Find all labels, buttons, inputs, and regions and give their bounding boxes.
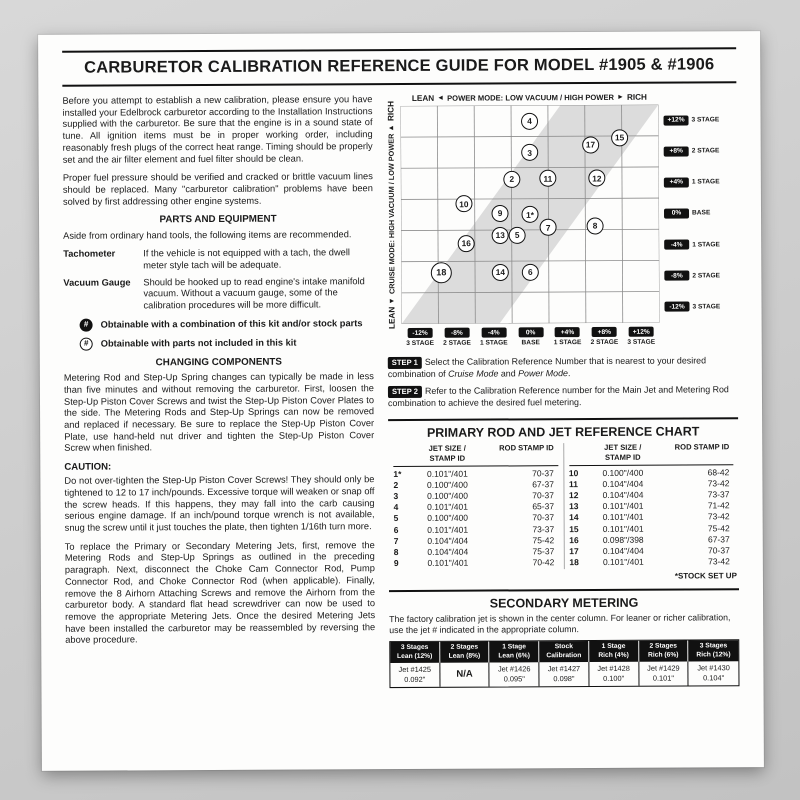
primary-table-row bbox=[393, 490, 558, 502]
row-number: 1* bbox=[393, 468, 402, 479]
primary-table-row bbox=[569, 478, 734, 490]
intro-paragraph-2: Proper fuel pressure should be verified and cracked or brittle vacuum lines should be replaced. Many "carburetor calibration" problems have been solved by first addressing other engine systems. bbox=[62, 171, 373, 207]
secondary-column-header: 1 Stage Rich (4%) bbox=[589, 641, 639, 663]
jet-size-stamp-id: 0.104"/404 bbox=[602, 478, 644, 489]
primary-table-row bbox=[569, 512, 734, 524]
row-number: 14 bbox=[569, 512, 579, 523]
left-column bbox=[62, 94, 375, 690]
filled-circle-icon: # bbox=[80, 319, 93, 332]
chart-point-16: 16 bbox=[458, 235, 475, 252]
row-stage-label: 1 STAGE bbox=[692, 240, 720, 249]
rod-stamp-id: 65-37 bbox=[532, 501, 555, 512]
chart-col-label bbox=[623, 327, 660, 346]
cruise-lean-label: LEAN bbox=[387, 307, 397, 330]
row-number: 9 bbox=[393, 558, 399, 569]
cruise-mode-axis bbox=[386, 100, 401, 330]
row-number: 15 bbox=[569, 523, 579, 534]
primary-table-right-half bbox=[563, 442, 739, 569]
changing-components-heading: CHANGING COMPONENTS bbox=[155, 356, 282, 369]
secondary-table-column bbox=[639, 641, 689, 687]
row-number: 18 bbox=[569, 557, 579, 568]
arrow-down-icon: ◄ bbox=[388, 297, 396, 305]
primary-header-jet-left: JET SIZE / STAMP ID bbox=[428, 443, 466, 463]
chart-row-label bbox=[664, 167, 720, 198]
tachometer-term: Tachometer bbox=[63, 248, 116, 260]
step-1 bbox=[388, 355, 738, 381]
secondary-table-column bbox=[490, 641, 540, 687]
secondary-metering-description: The factory calibration jet is shown in the center column. For leaner or richer calibration, use the jet # indicated in the appropriate column. bbox=[389, 611, 731, 635]
chart-col-label bbox=[438, 328, 475, 347]
chart-point-4: 4 bbox=[521, 113, 538, 130]
jet-size-stamp-id: 0.101"/401 bbox=[427, 501, 469, 513]
jet-size-stamp-id: 0.101"/401 bbox=[602, 512, 644, 523]
col-stage-label: 1 STAGE bbox=[553, 339, 582, 347]
row-percent-tag: -8% bbox=[664, 271, 689, 281]
step-2-text: Refer to the Calibration Reference number for the Main Jet and Metering Rod combination to achieve the desired fuel metering. bbox=[387, 384, 729, 408]
rod-stamp-id: 73-37 bbox=[707, 489, 730, 500]
rod-stamp-id: 71-42 bbox=[707, 500, 730, 511]
secondary-metering-heading: SECONDARY METERING bbox=[389, 588, 739, 611]
jet-size-stamp-id: 0.104"/404 bbox=[427, 546, 469, 557]
chart-col-label bbox=[475, 327, 512, 346]
step-1-badge: STEP 1 bbox=[388, 357, 422, 369]
row-number: 3 bbox=[393, 491, 399, 502]
jet-replacement-paragraph: To replace the Primary or Secondary Metering Jets, first, remove the Metering Rods and Step-Up Springs as outlined in the preceding paragraph. Next, disconnect the Choke Cam Connector Rod, Pump Connector Rod, and Choke Connector Rod (when applicable). Finally, remove the 8 Airhorn Attaching Screws and remove the Airhorn from the carburetor body. A standard flat head screwdriver can now be used to remove the appropriate Metering Jets. Once the desired Metering Jets have been installed the carburetor may be reassembled by reversing the above procedure. bbox=[64, 539, 376, 646]
jet-size-stamp-id: 0.100"/400 bbox=[602, 467, 644, 478]
col-stage-label: BASE bbox=[521, 339, 540, 347]
primary-table-row bbox=[569, 467, 734, 479]
chart-plot bbox=[400, 105, 659, 324]
chart-row-label bbox=[664, 260, 720, 291]
legend-item-kit-parts bbox=[80, 317, 374, 332]
primary-table-row bbox=[569, 523, 734, 535]
secondary-table-column bbox=[390, 642, 440, 688]
secondary-column-header: Stock Calibration bbox=[539, 641, 589, 663]
rod-stamp-id: 70-37 bbox=[532, 490, 555, 501]
legend-non-kit-parts-text: Obtainable with parts not included in this kit bbox=[100, 337, 297, 349]
primary-table-row bbox=[393, 468, 558, 480]
rod-stamp-id: 67-37 bbox=[532, 478, 554, 490]
right-column bbox=[386, 92, 739, 688]
primary-table-row bbox=[394, 535, 559, 547]
chart-point-10: 10 bbox=[455, 195, 472, 212]
vacuum-gauge-item bbox=[63, 276, 373, 313]
content-columns bbox=[62, 92, 739, 690]
page-title: CARBURETOR CALIBRATION REFERENCE GUIDE FOR MODEL #1905 & #1906 bbox=[84, 55, 715, 77]
col-stage-label: 2 STAGE bbox=[443, 339, 471, 347]
secondary-column-header: 2 Stages Rich (6%) bbox=[639, 641, 689, 663]
step-2 bbox=[388, 384, 738, 410]
row-number: 16 bbox=[569, 534, 579, 545]
secondary-column-header: 1 Stage Lean (6%) bbox=[490, 641, 540, 663]
chart-point-15: 15 bbox=[611, 129, 628, 146]
caution-paragraph: Do not over-tighten the Step-Up Piston Cover Screws! They should only be tightened to 12 to 17 inch/pounds. Excessive torque will weaken or snap off the screw heads. If this happens, they may fall into the carb causing serious engine damage. If an inch/pound torque wrench is not available, snug the screw until it just touches the plate, then tighten 1/16th turn more. bbox=[64, 474, 375, 533]
jet-size-stamp-id: 0.101"/401 bbox=[426, 468, 468, 479]
chart-row-label bbox=[663, 104, 719, 135]
row-number: 4 bbox=[393, 502, 399, 513]
col-stage-label: 3 STAGE bbox=[627, 338, 656, 346]
row-number: 12 bbox=[568, 490, 579, 501]
col-percent-tag: +4% bbox=[555, 327, 580, 337]
row-percent-tag: -4% bbox=[664, 240, 689, 250]
secondary-table-column bbox=[589, 641, 639, 687]
row-percent-tag: +8% bbox=[664, 146, 689, 156]
step-1-power-mode: Power Mode bbox=[518, 368, 568, 379]
power-mode-axis bbox=[400, 93, 658, 103]
caution-heading: CAUTION: bbox=[64, 461, 112, 473]
power-rich-label: RICH bbox=[626, 92, 647, 102]
rod-stamp-id: 70-42 bbox=[532, 557, 555, 568]
title-block bbox=[62, 47, 736, 87]
rod-stamp-id: 75-37 bbox=[532, 546, 555, 557]
col-stage-label: 1 STAGE bbox=[479, 339, 508, 347]
rod-stamp-id: 75-42 bbox=[532, 535, 555, 546]
primary-header-jet-right: JET SIZE / STAMP ID bbox=[604, 442, 642, 462]
step-1-cruise-mode: Cruise Mode bbox=[448, 368, 499, 379]
calibration-chart bbox=[386, 92, 737, 347]
col-percent-tag: -12% bbox=[408, 328, 433, 338]
chart-col-labels bbox=[402, 327, 660, 347]
chart-point-7: 7 bbox=[540, 219, 557, 236]
col-stage-label: 3 STAGE bbox=[406, 339, 435, 347]
primary-table-row bbox=[569, 500, 734, 512]
step-1-text-post: . bbox=[567, 368, 571, 379]
row-stage-label: BASE bbox=[692, 209, 711, 217]
arrow-left-icon: ◄ bbox=[437, 94, 445, 102]
legend-kit-parts-text: Obtainable with a combination of this kit and/or stock parts bbox=[100, 317, 363, 330]
rod-stamp-id: 70-37 bbox=[708, 545, 730, 556]
row-number: 8 bbox=[393, 547, 399, 558]
row-number: 11 bbox=[568, 478, 578, 489]
col-stage-label: 2 STAGE bbox=[590, 338, 619, 347]
primary-chart-heading: PRIMARY ROD AND JET REFERENCE CHART bbox=[388, 417, 738, 440]
row-stage-label: 2 STAGE bbox=[691, 147, 720, 155]
secondary-table-column bbox=[539, 641, 589, 687]
jet-size-stamp-id: 0.100"/400 bbox=[427, 513, 469, 524]
legend-item-non-kit-parts bbox=[80, 336, 374, 351]
col-percent-tag: +8% bbox=[592, 327, 617, 337]
jet-size-stamp-id: 0.101"/401 bbox=[602, 557, 644, 568]
rod-stamp-id: 67-37 bbox=[707, 534, 730, 545]
secondary-column-header: 2 Stages Lean (8%) bbox=[440, 642, 490, 664]
primary-table-row bbox=[394, 513, 559, 525]
chart-point-9: 9 bbox=[492, 205, 509, 222]
rod-stamp-id: 68-42 bbox=[707, 466, 730, 477]
chart-col-label bbox=[512, 327, 549, 346]
rod-stamp-id: 70-37 bbox=[532, 467, 554, 478]
row-stage-label: 3 STAGE bbox=[692, 303, 721, 311]
step-2-badge: STEP 2 bbox=[388, 386, 422, 398]
primary-table-left-body bbox=[393, 468, 558, 570]
cruise-mode-axis-inner bbox=[386, 100, 397, 330]
primary-table-row bbox=[569, 534, 734, 546]
secondary-column-value: Jet #1430 0.104" bbox=[697, 663, 730, 683]
row-number: 17 bbox=[569, 546, 579, 557]
col-percent-tag: -4% bbox=[481, 327, 506, 337]
chart-row-label bbox=[664, 135, 720, 166]
secondary-column-value: Jet #1429 0.101" bbox=[639, 662, 689, 686]
steps bbox=[388, 355, 738, 409]
primary-table-row bbox=[569, 489, 734, 501]
chart-point-13: 13 bbox=[492, 227, 509, 244]
power-mode-axis-label: POWER MODE: LOW VACUUM / HIGH POWER bbox=[447, 92, 615, 103]
row-number: 2 bbox=[393, 479, 399, 490]
jet-size-stamp-id: 0.100"/400 bbox=[426, 479, 468, 490]
primary-table-right-body bbox=[569, 467, 734, 569]
col-percent-tag: 0% bbox=[518, 327, 543, 337]
row-number: 7 bbox=[393, 535, 399, 546]
chart-point-12: 12 bbox=[588, 169, 605, 186]
chart-row-label bbox=[664, 229, 720, 260]
row-percent-tag: 0% bbox=[664, 208, 689, 218]
primary-chart-table bbox=[388, 442, 739, 570]
outline-circle-icon: # bbox=[80, 338, 93, 351]
rod-stamp-id: 73-42 bbox=[707, 511, 730, 522]
secondary-column-header: 3 Stages Rich (12%) bbox=[689, 640, 739, 662]
jet-size-stamp-id: 0.104"/404 bbox=[602, 489, 644, 500]
vacuum-gauge-term: Vacuum Gauge bbox=[63, 277, 131, 288]
arrow-right-icon: ► bbox=[616, 93, 624, 101]
row-percent-tag: -12% bbox=[664, 302, 689, 312]
primary-table-left-half bbox=[388, 443, 563, 570]
jet-size-stamp-id: 0.101"/401 bbox=[427, 557, 469, 569]
chart-row-labels bbox=[658, 104, 720, 322]
chart-point-2: 2 bbox=[503, 171, 520, 188]
chart-point-11: 11 bbox=[539, 170, 556, 187]
jet-size-stamp-id: 0.104"/404 bbox=[602, 545, 644, 557]
row-number: 13 bbox=[569, 501, 579, 512]
jet-size-stamp-id: 0.101"/401 bbox=[602, 500, 644, 512]
intro-paragraph-1: Before you attempt to establish a new calibration, please ensure you have installed your Edelbrock carburetor according to the Installation Instructions supplied with the carburetor. Be sure that the engine is in a sound state of tune. All ignition items must be in proper working order, including reasonably fresh plugs of the correct heat range. Timing should be properly set and the air filter element and fuel filter should be clean. bbox=[62, 94, 373, 165]
power-lean-label: LEAN bbox=[411, 93, 435, 103]
rod-stamp-id: 73-42 bbox=[707, 478, 730, 489]
secondary-column-header: 3 Stages Lean (12%) bbox=[390, 642, 440, 664]
jet-size-stamp-id: 0.104"/404 bbox=[427, 535, 469, 546]
row-number: 6 bbox=[393, 524, 399, 535]
jet-size-stamp-id: 0.101"/401 bbox=[602, 523, 644, 534]
primary-table-row bbox=[394, 546, 559, 558]
chart-point-5: 5 bbox=[509, 227, 526, 244]
chart-point-18: 18 bbox=[431, 262, 452, 283]
primary-header-rod-right: ROD STAMP ID bbox=[674, 441, 730, 452]
vacuum-gauge-description: Should be hooked up to read engine's intake manifold vacuum. Without a vacuum gauge, some of the calibration procedures will be more difficult. bbox=[143, 275, 365, 311]
secondary-table-column bbox=[689, 640, 739, 686]
tachometer-item bbox=[63, 248, 373, 273]
secondary-column-value: Jet #1428 0.100" bbox=[589, 662, 639, 686]
row-percent-tag: +12% bbox=[664, 115, 689, 125]
jet-size-stamp-id: 0.098"/398 bbox=[602, 534, 644, 545]
row-number: 10 bbox=[568, 467, 579, 478]
parts-equipment-intro: Aside from ordinary hand tools, the following items are recommended. bbox=[63, 228, 352, 241]
chart-col-label bbox=[586, 327, 623, 346]
instruction-sheet bbox=[38, 31, 764, 771]
cruise-rich-label: RICH bbox=[386, 100, 396, 121]
chart-point-14: 14 bbox=[492, 264, 509, 281]
chart-point-6: 6 bbox=[522, 264, 539, 281]
chart-point-1: 1* bbox=[521, 206, 538, 223]
col-percent-tag: -8% bbox=[444, 328, 469, 338]
changing-components-paragraph: Metering Rod and Step-Up Spring changes can typically be made in less than five minutes and without removing the carburetor. First, loosen the Step-Up Piston Cover Screws and twist the Step-Up Piston Cover Plates to the side. The Metering Rods and Step-Up Springs can now be removed and replaced if necessary. Be sure to replace the Step-Up Piston Cover Plate, use hand-held nut driver and tighten the Step-Up Piston Cover Screw when finished. bbox=[63, 371, 375, 454]
secondary-column-value: N/A bbox=[440, 663, 490, 687]
chart-col-label bbox=[402, 328, 439, 347]
row-number: 5 bbox=[393, 513, 399, 524]
row-stage-label: 3 STAGE bbox=[691, 116, 720, 124]
primary-table-row bbox=[569, 557, 734, 569]
rod-stamp-id: 75-42 bbox=[707, 522, 730, 534]
row-percent-tag: +4% bbox=[664, 177, 689, 187]
secondary-column-value: Jet #1426 0.095" bbox=[490, 663, 540, 687]
rod-stamp-id: 73-37 bbox=[532, 523, 555, 534]
primary-table-row bbox=[394, 501, 559, 513]
secondary-table-column bbox=[440, 642, 490, 688]
chart-point-3: 3 bbox=[521, 144, 538, 161]
cruise-mode-axis-label: CRUISE MODE: HIGH VACUUM / LOW POWER bbox=[386, 133, 397, 295]
chart-point-17: 17 bbox=[582, 136, 599, 153]
stock-setup-footnote: *STOCK SET UP bbox=[674, 570, 737, 581]
arrow-up-icon: ► bbox=[387, 123, 395, 131]
primary-header-rod-left: ROD STAMP ID bbox=[499, 442, 554, 453]
row-stage-label: 2 STAGE bbox=[692, 272, 721, 280]
primary-table-header-left bbox=[393, 443, 558, 467]
chart-col-label bbox=[549, 327, 586, 346]
step-1-text: Select the Calibration Reference Number that is nearest to your desired combination of bbox=[387, 355, 707, 380]
primary-table-row bbox=[569, 545, 734, 557]
tachometer-description: If the vehicle is not equipped with a tach, the dwell meter style tach will be adequate. bbox=[143, 247, 350, 271]
rod-stamp-id: 73-42 bbox=[708, 556, 730, 567]
chart-body bbox=[386, 100, 737, 330]
primary-table-row bbox=[394, 524, 559, 536]
row-stage-label: 1 STAGE bbox=[691, 178, 720, 186]
secondary-column-value: Jet #1427 0.098" bbox=[540, 662, 590, 686]
chart-point-8: 8 bbox=[587, 217, 604, 234]
rod-stamp-id: 70-37 bbox=[532, 512, 555, 523]
chart-row-label bbox=[664, 198, 720, 229]
primary-table-header-right bbox=[569, 442, 734, 466]
parts-equipment-heading: PARTS AND EQUIPMENT bbox=[159, 213, 277, 226]
primary-table-row bbox=[393, 479, 558, 491]
step-1-text-mid: and bbox=[498, 368, 519, 379]
jet-size-stamp-id: 0.100"/400 bbox=[427, 490, 468, 501]
primary-table-row bbox=[394, 557, 559, 569]
secondary-metering-table bbox=[389, 639, 739, 688]
chart-row-label bbox=[664, 291, 720, 322]
jet-size-stamp-id: 0.101"/401 bbox=[427, 524, 469, 535]
secondary-column-value: Jet #1425 0.092" bbox=[390, 663, 440, 687]
col-percent-tag: +12% bbox=[629, 327, 654, 337]
